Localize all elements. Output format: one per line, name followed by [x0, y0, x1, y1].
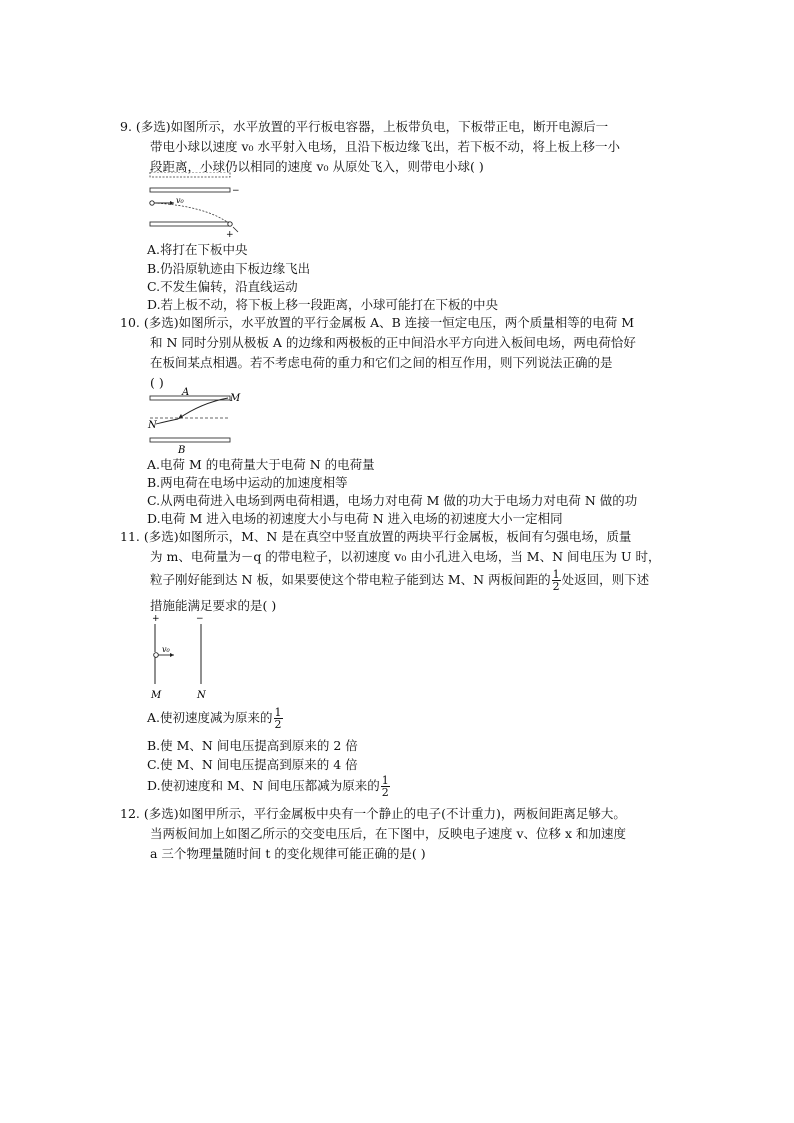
q10-trajectory-n — [156, 419, 178, 424]
q10-label-a: A — [182, 387, 190, 398]
q11-particle — [154, 653, 159, 658]
q12-line-1: 12. (多选)如图甲所示，平行金属板中央有一个静止的电子(不计重力)，两板间距离足够大。 — [120, 806, 626, 821]
q10-figure — [146, 385, 246, 455]
q10-option-d: D.电荷 M 进入电场的初速度大小与电荷 N 进入电场的初速度大小一定相同 — [147, 511, 563, 526]
q9-exit-arrow — [233, 227, 238, 232]
q9-ball — [150, 201, 154, 205]
question-10-stem — [120, 313, 680, 393]
q11-option-a-fraction — [274, 707, 283, 730]
q10-option-c: C.从两电荷进入电场到两电荷相遇，电场力对电荷 M 做的功大于电场力对电荷 N 做的功 — [147, 493, 638, 508]
q10-trajectory-m — [178, 398, 228, 419]
q11-fraction-half — [552, 569, 561, 592]
q9-upper-plate — [150, 188, 230, 192]
q9-line-3: 段距离，小球仍以相同的速度 v₀ 从原处飞入，则带电小球( ) — [150, 159, 484, 174]
q10-line-2: 和 N 同时分别从极板 A 的边缘和两极板的正中间沿水平方向进入板间电场，两电荷恰好 — [150, 335, 636, 350]
q11-line-3-after: 处返回，则下述 — [561, 572, 650, 587]
q11-line-4: 措施能满足要求的是( ) — [150, 598, 277, 613]
q11-arrow-head — [170, 653, 174, 657]
fraction-denominator: 2 — [381, 786, 389, 799]
q9-line-1: 9. (多选)如图所示，水平放置的平行板电容器，上板带负电，下板带正电，断开电源后一 — [120, 119, 609, 134]
q9-line-2: 带电小球以速度 v₀ 水平射入电场，且沿下板边缘飞出，若下板不动，将上板上移一小 — [150, 139, 621, 154]
q11-minus-label: − — [196, 614, 204, 624]
fraction-numerator: 1 — [552, 568, 560, 581]
question-11-stem — [120, 527, 680, 567]
q9-exit-ball — [228, 222, 232, 226]
q10-label-m: M — [230, 393, 241, 404]
q11-option-c: C.使 M、N 间电压提高到原来的 4 倍 — [147, 757, 358, 772]
fraction-denominator: 2 — [274, 718, 282, 731]
q10-label-n: N — [148, 420, 157, 431]
q10-option-a: A.电荷 M 的电荷量大于电荷 N 的电荷量 — [147, 457, 375, 472]
q10-line-1: 10. (多选)如图所示，水平放置的平行金属板 A、B 连接一恒定电压，两个质量相等的电荷 M — [120, 315, 635, 330]
q11-option-a-text: A.使初速度减为原来的 — [147, 710, 273, 725]
q11-option-b: B.使 M、N 间电压提高到原来的 2 倍 — [147, 738, 358, 753]
q11-option-d — [147, 772, 391, 800]
q11-line-3-before: 粒子刚好能到达 N 板，如果要使这个带电粒子能到达 M、N 两板间距的 — [150, 572, 551, 587]
q9-plus-label: + — [226, 230, 234, 240]
q10-option-b: B.两电荷在电场中运动的加速度相等 — [147, 475, 348, 490]
q9-option-d: D.若上板不动，将下板上移一段距离，小球可能打在下板的中央 — [147, 297, 499, 312]
q11-line-1: 11. (多选)如图所示，M、N 是在真空中竖直放置的两块平行金属板，板间有匀强电场，质量 — [120, 529, 632, 544]
q11-v0-label: v₀ — [162, 645, 170, 654]
fraction-numerator: 1 — [381, 774, 389, 787]
q12-line-2: 当两板间加上如图乙所示的交变电压后，在下图中，反映电子速度 v、位移 x 和加速度 — [150, 826, 627, 841]
question-12-stem — [120, 804, 680, 864]
q10-line-4: ( ) — [150, 375, 164, 390]
q11-option-d-fraction — [381, 775, 390, 798]
q9-v0-label: v₀ — [176, 196, 184, 205]
question-9-stem — [120, 117, 680, 177]
q11-option-d-text: D.使初速度和 M、N 间电压都减为原来的 — [147, 778, 380, 793]
q10-plate-b — [150, 438, 230, 442]
q11-line-2: 为 m、电荷量为－q 的带电粒子，以初速度 v₀ 由小孔进入电场，当 M、N 间电压为 U 时， — [150, 549, 661, 564]
q9-minus-label: − — [232, 186, 240, 196]
q11-label-n: N — [197, 690, 206, 701]
q11-figure — [146, 612, 216, 702]
q9-option-a: A.将打在下板中央 — [147, 242, 248, 257]
fraction-denominator: 2 — [552, 580, 560, 593]
q9-lower-plate — [150, 222, 230, 226]
q11-option-a — [147, 704, 284, 732]
q9-trajectory — [154, 203, 230, 224]
q11-plus-label: + — [152, 614, 160, 624]
q11-label-m: M — [151, 690, 162, 701]
q9-option-c: C.不发生偏转，沿直线运动 — [147, 279, 298, 294]
q9-dashed-plate — [150, 172, 230, 177]
fraction-numerator: 1 — [274, 706, 282, 719]
q10-line-3: 在板间某点相遇。若不考虑电荷的重力和它们之间的相互作用，则下列说法正确的是 — [150, 355, 613, 370]
q9-option-b: B.仍沿原轨迹由下板边缘飞出 — [147, 261, 311, 276]
q10-label-b: B — [178, 445, 186, 455]
q9-figure — [146, 172, 246, 242]
q11-line-3 — [120, 566, 680, 594]
q12-line-3: a 三个物理量随时间 t 的变化规律可能正确的是( ) — [150, 846, 426, 861]
q10-plate-a — [150, 396, 230, 400]
